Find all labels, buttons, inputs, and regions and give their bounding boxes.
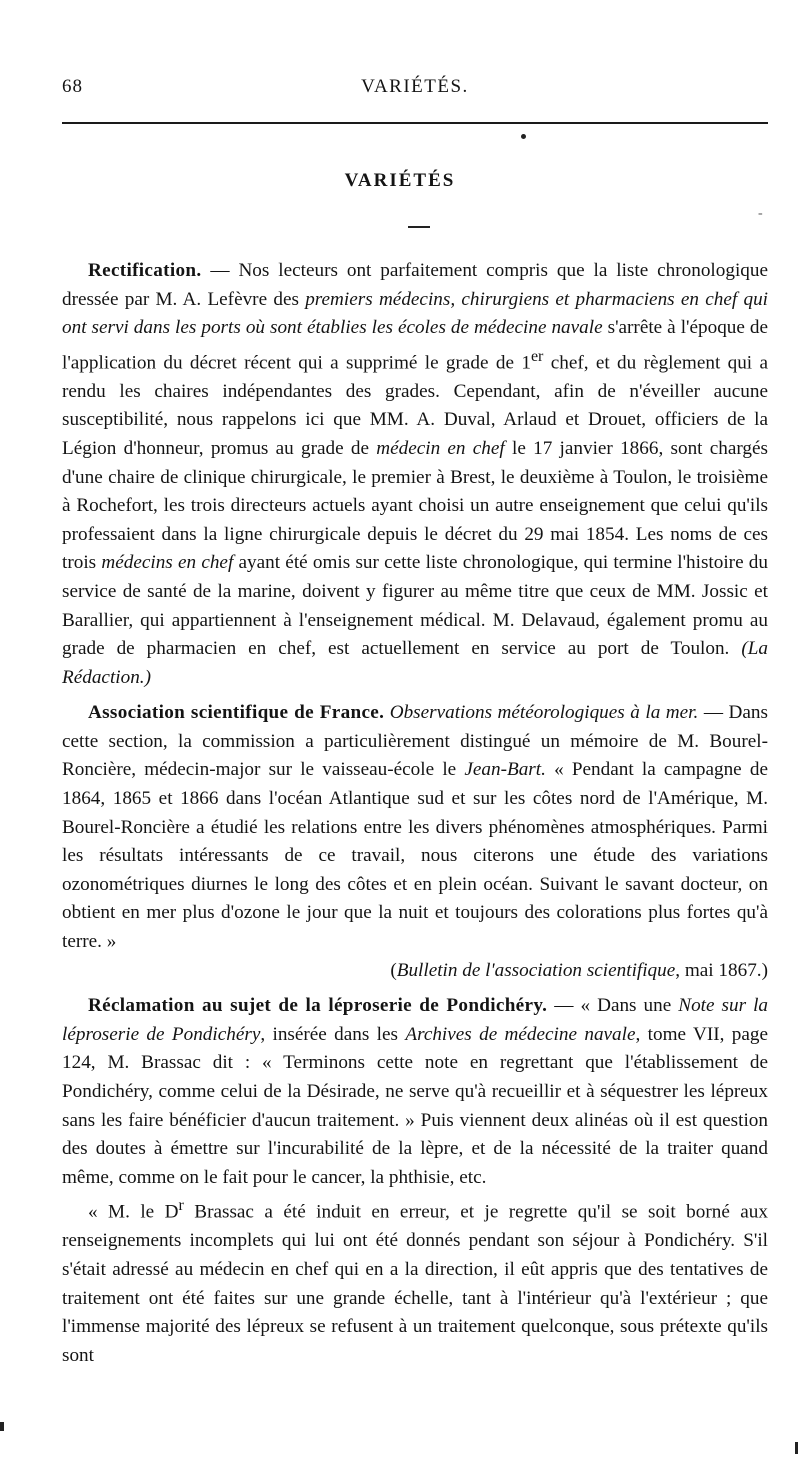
text-run: « Pendant la campagne de 1864, 1865 et 1866 dans l'océan Atlantique sud et sur les côtes nord de l'Amérique, M. Bourel-Roncière a étudié les relations entre les divers phénomènes atmosphériques. Parmi les résultats intéressants de ce travail, nous citerons une étude des variations ozonométriques diurnes le long des côtes et en plein océan. Suivant le savant docteur, on obtient en mer plus d'ozone le jour que la nuit et toujours des colorations plus fortes qu'à terre. »	[62, 759, 768, 953]
text-run: le 17 janvier 1866, sont chargés d'une chaire de clinique chirurgicale, le premier à Brest, le deuxième à Toulon, le troisième à Rochefort, les trois directeurs actuels ayant choisi un autre enseignement que celui qu'ils professaient dans la ligne chirurgicale depuis le décret du 29 mai 1854. Les noms de ces trois	[62, 437, 768, 574]
body-text	[62, 257, 768, 1370]
text-run: Brassac a été induit en erreur, et je regrette qu'il se soit borné aux renseignements incomplets qui lui ont été donnés pendant son séjour à Pondichéry. S'il s'était adressé au médecin en chef qui en a la direction, il eût appris que des tentatives de traitement ont été faites sur une grande échelle, tant à l'intérieur qu'à l'extérieur ; que l'immense majorité des lépreux se refusent à un traitement quelconque, sous prétexte qu'ils sont	[62, 1201, 768, 1366]
text-run: chef, et du règlement qui a rendu les chaires indépendantes des grades. Cependant, afin de n'éveiller aucune susceptibilité, nous rappelons ici que MM. A. Duval, Arlaud et Drouet, officiers de la Légion d'honneur, promus au grade de	[62, 352, 768, 459]
italic-run: Observations météorologiques à la mer.	[384, 702, 699, 724]
text-run: « M. le D	[88, 1201, 179, 1223]
italic-run: Archives de médecine navale	[405, 1023, 636, 1045]
citation-date: , mai 1867.)	[675, 959, 768, 981]
page-header	[62, 72, 768, 108]
text-run: — « Dans une	[547, 995, 679, 1017]
text-run: ayant été omis sur cette liste chronologique, qui termine l'histoire du service de santé de la marine, doivent y figurer au même titre que ceux de MM. Jossic et Barallier, qui appartiennent à l'enseignement médical. M. Delavaud, également promu au grade de pharmacien en chef, est actuellement en service au port de Toulon.	[62, 552, 768, 660]
citation-open: (	[390, 959, 397, 981]
citation-source: Bulletin de l'association scientifique	[396, 959, 676, 981]
reclamation-title: Réclamation au sujet de la léproserie de Pondichéry.	[88, 995, 548, 1017]
page-number: 68	[62, 76, 83, 97]
paragraph-association	[62, 699, 768, 956]
header-rule	[62, 122, 768, 124]
italic-run: Jean-Bart.	[464, 759, 546, 781]
italic-run: Note sur la léproserie de Pondichéry	[62, 995, 768, 1045]
rectification-title: Rectification.	[88, 260, 202, 281]
text-run: , insérée dans les	[260, 1023, 406, 1045]
italic-run: médecin en chef	[376, 437, 505, 459]
paragraph-reclamation	[62, 992, 768, 1192]
section-title: VARIÉTÉS	[344, 170, 456, 191]
citation-line	[62, 957, 768, 986]
italic-run: premiers médecins, chirurgiens et pharmaciens en chef qui ont servi dans les ports où sont établies les écoles de médecine navale	[62, 288, 768, 339]
margin-mark: -	[758, 206, 763, 221]
paragraph-rectification	[62, 257, 768, 692]
italic-run: médecins en chef	[101, 552, 234, 574]
superscript: er	[530, 347, 544, 365]
text-run: s'arrête à l'époque de l'application du décret récent qui a supprimé le grade de 1	[62, 317, 769, 374]
text-run: — Dans cette section, la commission a particulièrement distingué un mémoire de M. Bourel-Roncière, médecin-major sur le vaisseau-école le	[62, 702, 768, 781]
scan-edge-mark	[795, 1442, 798, 1454]
running-head: VARIÉTÉS.	[361, 76, 469, 97]
ink-dot	[521, 134, 526, 139]
association-title: Association scientifique de France.	[88, 702, 385, 724]
scan-edge-mark	[0, 1422, 4, 1431]
text-run: — Nos lecteurs ont parfaitement compris que la liste chronologique dressée par M. A. Lefèvre des	[62, 260, 768, 310]
paragraph-brassac	[62, 1192, 768, 1370]
text-run: , tome VII, page 124, M. Brassac dit : « Terminons cette note en regrettant que l'établissement de Pondichéry, comme celui de la Désirade, ne serve qu'à recueillir et à séquestrer les lépreux sans les faire bénéficier d'aucun traitement. » Puis viennent deux alinéas où il est question des doutes à émettre sur l'incurabilité de la lèpre, et de la nécessité de la traiter quand même, comme on le fait pour le cancer, la phthisie, etc.	[62, 1023, 769, 1188]
superscript: r	[178, 1197, 184, 1215]
editorial-credit: (La Rédaction.)	[62, 638, 768, 688]
title-rule	[408, 226, 430, 228]
